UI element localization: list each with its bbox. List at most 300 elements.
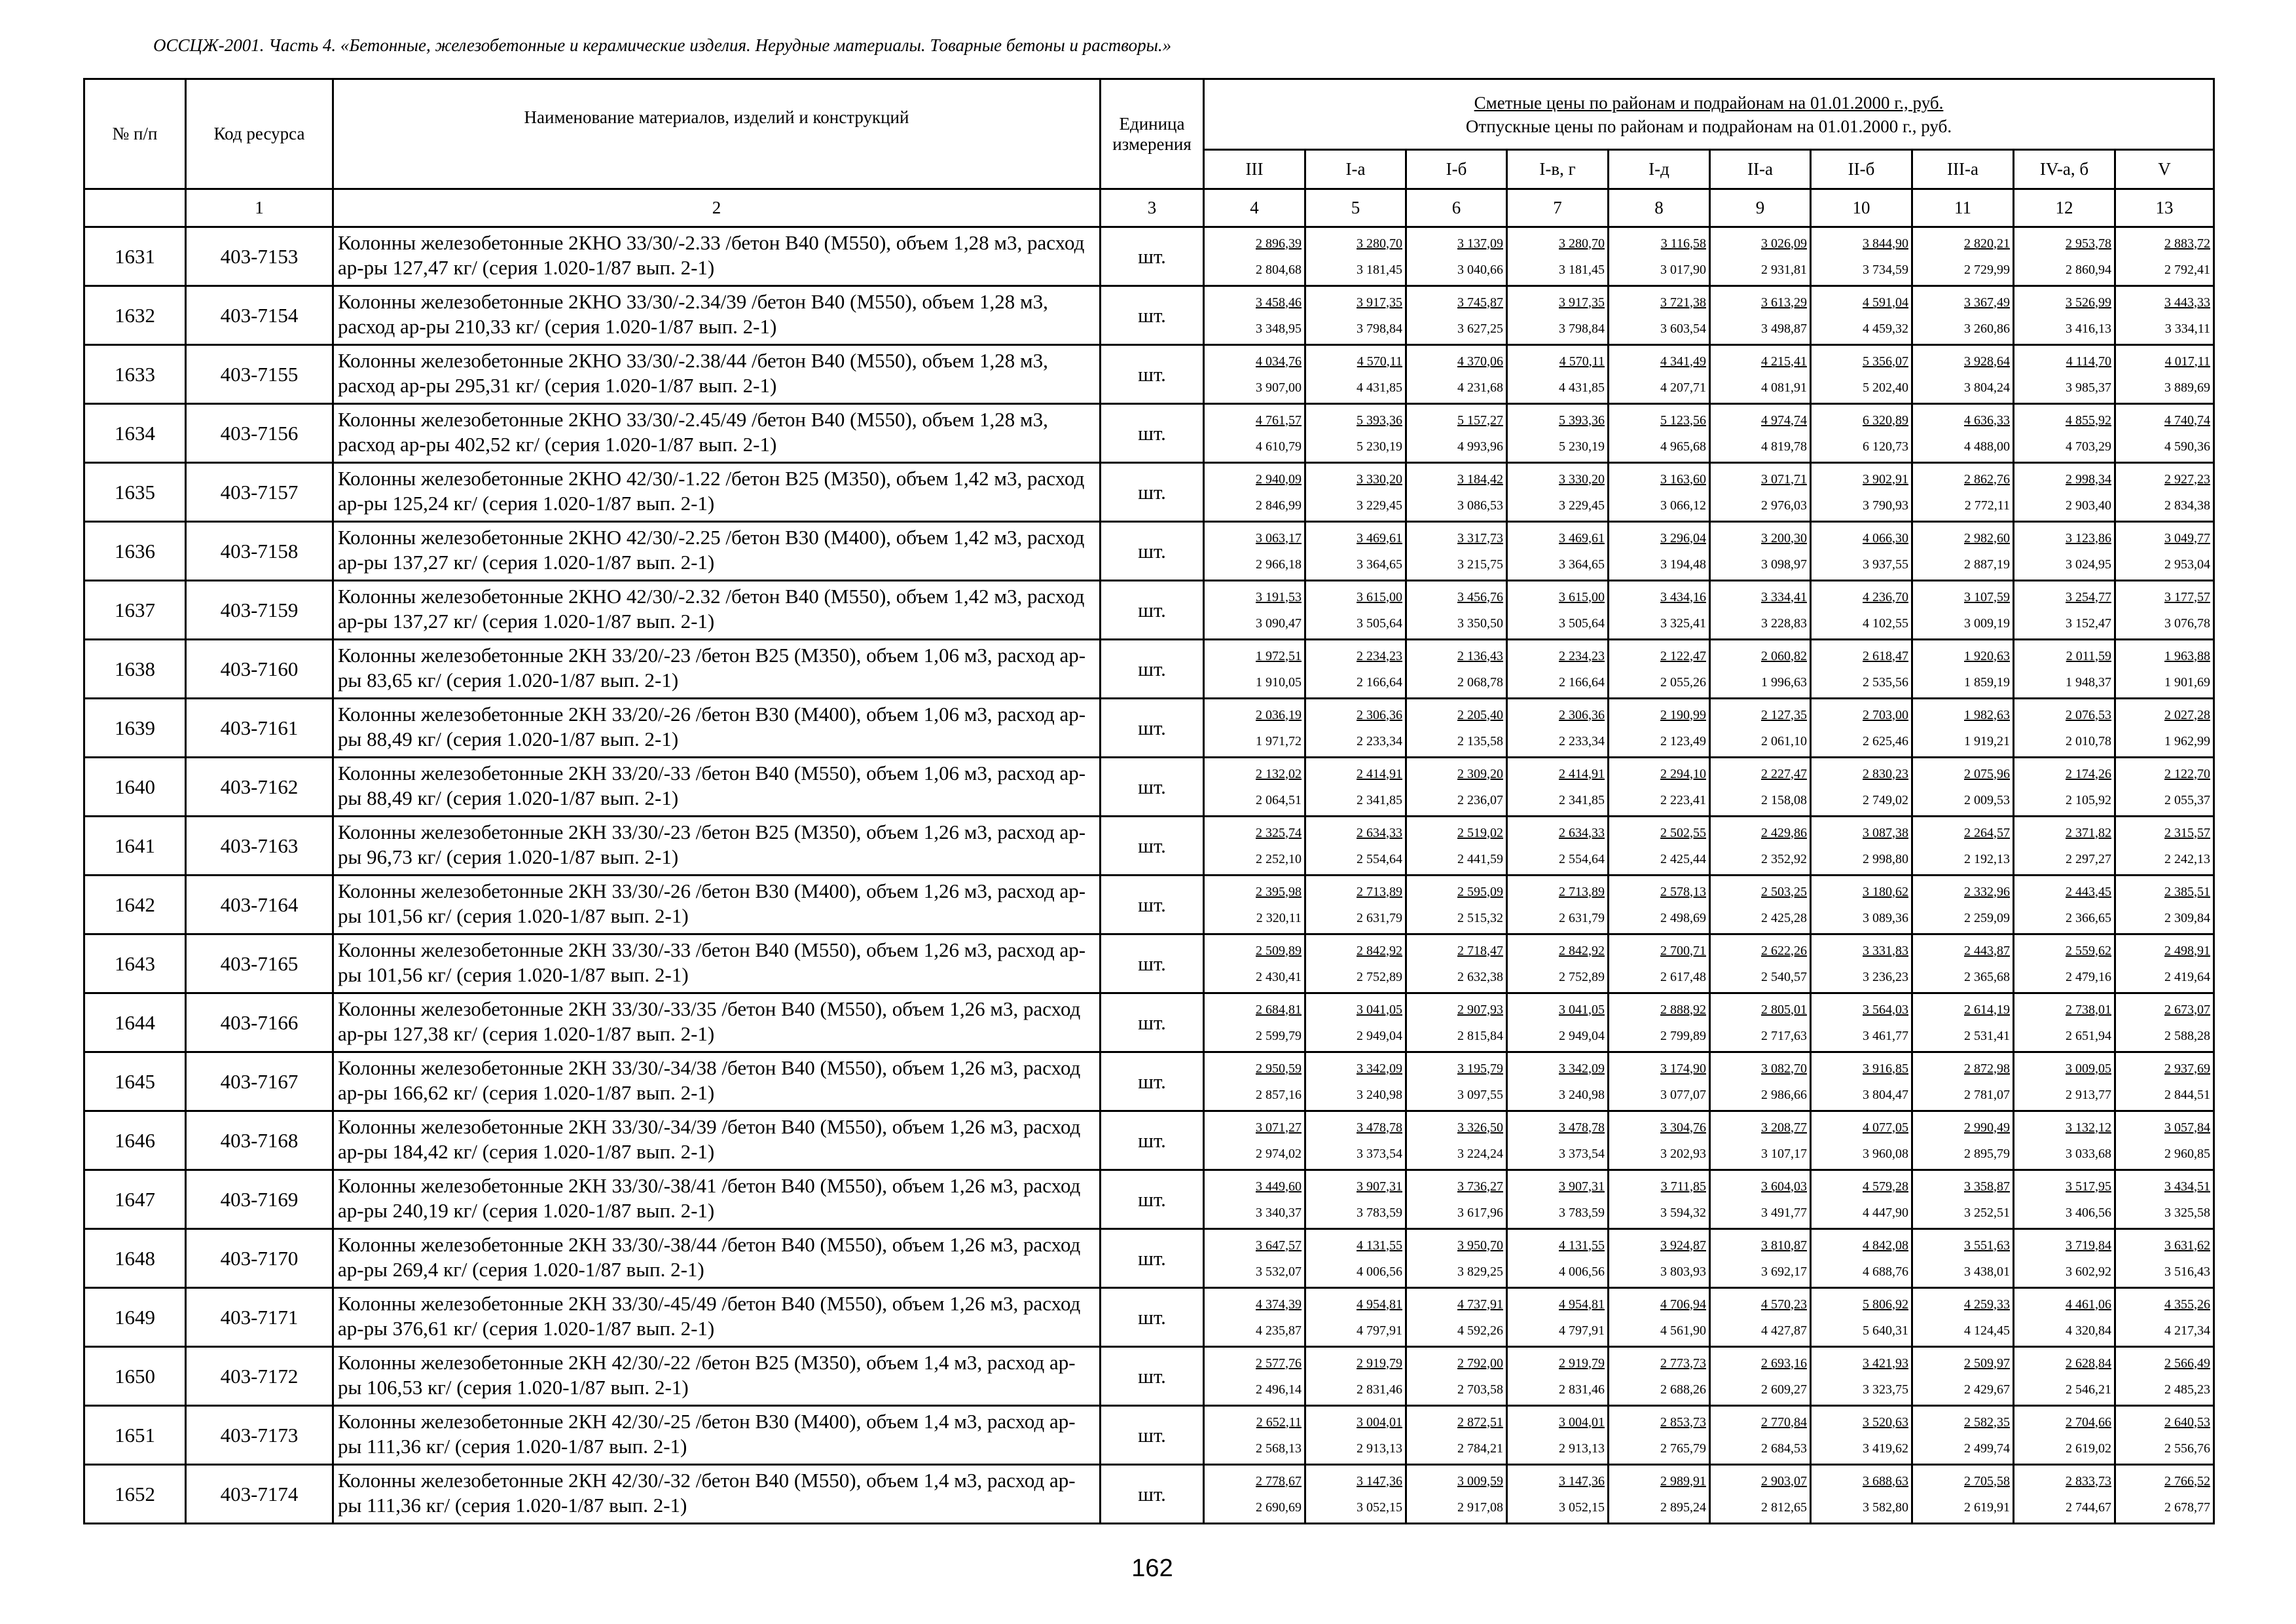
price-cell bbox=[2115, 817, 2214, 876]
estimate-price-value: 4 017,11 bbox=[2164, 354, 2210, 369]
estimate-price bbox=[2014, 938, 2114, 964]
estimate-price-value: 2 634,33 bbox=[1357, 825, 1402, 840]
release-price: 4 447,90 bbox=[1863, 1205, 1908, 1220]
release-price: 3 215,75 bbox=[1457, 557, 1503, 572]
release-price: 2 857,16 bbox=[1256, 1087, 1302, 1102]
item-name: Колонны железобетонные 2КН 33/30/-33/35 /бетон В40 (М550), объем 1,26 м3, расход ар-ры 127,38 кг/ (серия 1.020-1/87 вып. 2-1) bbox=[333, 993, 1101, 1052]
release-price: 3 066,12 bbox=[1660, 498, 1706, 513]
estimate-price bbox=[2116, 879, 2213, 905]
price-cell bbox=[1609, 876, 1710, 934]
unit: шт. bbox=[1101, 934, 1204, 993]
release-price: 2 631,79 bbox=[1357, 910, 1402, 925]
estimate-price-value: 2 315,57 bbox=[2164, 825, 2210, 840]
estimate-price-value: 3 071,27 bbox=[1256, 1120, 1302, 1135]
resource-code: 403-7157 bbox=[186, 463, 333, 522]
estimate-price-value: 2 385,51 bbox=[2164, 884, 2210, 899]
estimate-price-value: 4 570,11 bbox=[1357, 354, 1402, 369]
price-cell bbox=[1305, 345, 1406, 404]
estimate-price-value: 3 711,85 bbox=[1660, 1179, 1706, 1194]
release-price: 2 105,92 bbox=[2066, 792, 2111, 807]
estimate-price-value: 1 920,63 bbox=[1964, 648, 2010, 663]
estimate-price-value: 3 810,87 bbox=[1761, 1238, 1807, 1253]
estimate-price-value: 2 907,93 bbox=[1457, 1002, 1503, 1017]
price-cell bbox=[1204, 1170, 1305, 1229]
release-price: 2 479,16 bbox=[2066, 969, 2111, 984]
release-price: 2 974,02 bbox=[1256, 1146, 1302, 1161]
price-cell bbox=[2014, 758, 2115, 817]
estimate-price bbox=[1306, 1115, 1405, 1141]
estimate-price-value: 3 147,36 bbox=[1357, 1473, 1402, 1488]
estimate-price bbox=[1306, 525, 1405, 551]
district-header: I-в, г bbox=[1507, 150, 1609, 189]
estimate-price bbox=[1609, 1468, 1709, 1494]
resource-code: 403-7154 bbox=[186, 286, 333, 345]
unit: шт. bbox=[1101, 404, 1204, 463]
price-cell bbox=[1912, 817, 2014, 876]
estimate-price-value: 3 049,77 bbox=[2164, 530, 2210, 545]
release-price: 2 599,79 bbox=[1256, 1028, 1302, 1043]
estimate-price-value: 2 060,82 bbox=[1761, 648, 1807, 663]
release-price: 4 235,87 bbox=[1256, 1323, 1302, 1338]
price-cell bbox=[1912, 1288, 2014, 1347]
release-price: 3 017,90 bbox=[1660, 262, 1706, 277]
column-number: 9 bbox=[1710, 189, 1811, 227]
estimate-price bbox=[2116, 938, 2213, 964]
estimate-price-value: 3 615,00 bbox=[1357, 589, 1402, 604]
estimate-price bbox=[1711, 1350, 1810, 1376]
release-price: 3 194,48 bbox=[1660, 557, 1706, 572]
estimate-price-value: 3 517,95 bbox=[2066, 1179, 2111, 1194]
estimate-price-value: 3 071,71 bbox=[1761, 471, 1807, 487]
estimate-price-value: 4 034,76 bbox=[1256, 354, 1302, 369]
estimate-price bbox=[1711, 407, 1810, 434]
item-name: Колонны железобетонные 2КН 33/30/-38/44 /бетон В40 (М550), объем 1,26 м3, расход ар-ры 269,4 кг/ (серия 1.020-1/87 вып. 2-1) bbox=[333, 1229, 1101, 1288]
item-name: Колонны железобетонные 2КН 33/30/-34/39 /бетон В40 (М550), объем 1,26 м3, расход ар-ры 184,42 кг/ (серия 1.020-1/87 вып. 2-1) bbox=[333, 1111, 1101, 1170]
estimate-price-value: 2 940,09 bbox=[1256, 471, 1302, 487]
release-price: 6 120,73 bbox=[1863, 439, 1908, 454]
estimate-price bbox=[1609, 643, 1709, 669]
price-cell bbox=[1710, 1170, 1811, 1229]
release-price: 2 009,53 bbox=[1964, 792, 2010, 807]
release-price: 3 419,62 bbox=[1863, 1441, 1908, 1456]
release-price: 3 438,01 bbox=[1964, 1264, 2010, 1279]
estimate-price-value: 4 761,57 bbox=[1256, 413, 1302, 428]
estimate-price bbox=[1407, 231, 1506, 257]
estimate-price-value: 2 700,71 bbox=[1660, 943, 1706, 958]
estimate-price-value: 4 259,33 bbox=[1964, 1297, 2010, 1312]
estimate-price bbox=[1306, 1468, 1405, 1494]
estimate-price-value: 2 820,21 bbox=[1964, 236, 2010, 251]
estimate-price bbox=[1508, 348, 1607, 375]
estimate-price bbox=[1711, 525, 1810, 551]
release-price: 2 986,66 bbox=[1761, 1087, 1807, 1102]
estimate-price bbox=[2014, 1350, 2114, 1376]
price-cell bbox=[2014, 699, 2115, 758]
release-price: 3 734,59 bbox=[1863, 262, 1908, 277]
estimate-price-value: 3 057,84 bbox=[2164, 1120, 2210, 1135]
table-row bbox=[84, 699, 2214, 758]
estimate-price bbox=[1711, 1056, 1810, 1082]
release-price: 3 340,37 bbox=[1256, 1205, 1302, 1220]
estimate-price bbox=[1508, 997, 1607, 1023]
estimate-price bbox=[1508, 289, 1607, 316]
release-price: 3 202,93 bbox=[1660, 1146, 1706, 1161]
price-cell bbox=[1609, 581, 1710, 640]
release-price: 4 993,96 bbox=[1457, 439, 1503, 454]
price-cell bbox=[1204, 1229, 1305, 1288]
price-cell bbox=[1406, 934, 1507, 993]
estimate-price bbox=[1812, 938, 1911, 964]
price-cell bbox=[1609, 1170, 1710, 1229]
table-row bbox=[84, 1465, 2214, 1524]
estimate-price-value: 2 190,99 bbox=[1660, 707, 1706, 722]
table-row bbox=[84, 934, 2214, 993]
price-cell bbox=[1710, 758, 1811, 817]
release-price: 3 889,69 bbox=[2164, 380, 2210, 395]
resource-code: 403-7169 bbox=[186, 1170, 333, 1229]
estimate-price bbox=[1711, 1291, 1810, 1318]
price-cell bbox=[1710, 876, 1811, 934]
estimate-price bbox=[1508, 466, 1607, 492]
release-price: 2 429,67 bbox=[1964, 1382, 2010, 1397]
estimate-price bbox=[1407, 1409, 1506, 1435]
release-price: 4 006,56 bbox=[1357, 1264, 1402, 1279]
column-number: 4 bbox=[1204, 189, 1305, 227]
estimate-price bbox=[2014, 820, 2114, 846]
release-price: 2 895,79 bbox=[1964, 1146, 2010, 1161]
item-name: Колонны железобетонные 2КН 42/30/-32 /бетон В40 (М550), объем 1,4 м3, расход ар-ры 111,36 кг/ (серия 1.020-1/87 вып. 2-1) bbox=[333, 1465, 1101, 1524]
unit: шт. bbox=[1101, 817, 1204, 876]
column-number: 7 bbox=[1507, 189, 1609, 227]
estimate-price-value: 3 458,46 bbox=[1256, 295, 1302, 310]
estimate-price-value: 2 684,81 bbox=[1256, 1002, 1302, 1017]
estimate-price bbox=[1508, 643, 1607, 669]
price-cell bbox=[1811, 581, 1912, 640]
estimate-price-value: 3 082,70 bbox=[1761, 1061, 1807, 1076]
release-price: 2 135,58 bbox=[1457, 733, 1503, 748]
estimate-price bbox=[1508, 1115, 1607, 1141]
price-cell bbox=[1912, 345, 2014, 404]
page-number: 162 bbox=[1131, 1555, 1173, 1582]
estimate-price bbox=[2116, 1115, 2213, 1141]
price-cell bbox=[2115, 1288, 2214, 1347]
release-price: 3 603,54 bbox=[1660, 321, 1706, 336]
release-price: 3 798,84 bbox=[1559, 321, 1605, 336]
estimate-price bbox=[2116, 289, 2213, 316]
estimate-price bbox=[1711, 466, 1810, 492]
price-cell bbox=[1406, 1052, 1507, 1111]
price-cell bbox=[1912, 640, 2014, 699]
district-header: III bbox=[1204, 150, 1305, 189]
price-cell bbox=[1811, 758, 1912, 817]
estimate-price-value: 3 434,51 bbox=[2164, 1179, 2210, 1194]
release-price: 3 373,54 bbox=[1559, 1146, 1605, 1161]
price-cell bbox=[1305, 1111, 1406, 1170]
estimate-price-value: 2 778,67 bbox=[1256, 1473, 1302, 1488]
price-cell bbox=[1609, 758, 1710, 817]
estimate-price-value: 2 713,89 bbox=[1357, 884, 1402, 899]
price-cell bbox=[1507, 640, 1609, 699]
estimate-price-value: 3 950,70 bbox=[1457, 1238, 1503, 1253]
release-price: 2 568,13 bbox=[1256, 1441, 1302, 1456]
estimate-price bbox=[1205, 1350, 1304, 1376]
estimate-price bbox=[1306, 820, 1405, 846]
column-number: 1 bbox=[186, 189, 333, 227]
price-cell bbox=[1507, 581, 1609, 640]
estimate-price-value: 4 066,30 bbox=[1863, 530, 1908, 545]
price-cell bbox=[1710, 1465, 1811, 1524]
estimate-price-value: 2 718,47 bbox=[1457, 943, 1503, 958]
release-price: 3 594,32 bbox=[1660, 1205, 1706, 1220]
estimate-price bbox=[1609, 997, 1709, 1023]
row-number: 1634 bbox=[84, 404, 186, 463]
price-cell bbox=[2014, 522, 2115, 581]
estimate-price-value: 3 721,38 bbox=[1660, 295, 1706, 310]
estimate-price-value: 3 132,12 bbox=[2066, 1120, 2111, 1135]
row-number: 1646 bbox=[84, 1111, 186, 1170]
unit: шт. bbox=[1101, 876, 1204, 934]
price-cell bbox=[2014, 227, 2115, 286]
estimate-price-value: 3 443,33 bbox=[2164, 295, 2210, 310]
price-cell bbox=[1912, 1406, 2014, 1465]
estimate-price-value: 3 434,16 bbox=[1660, 589, 1706, 604]
estimate-price-value: 4 131,55 bbox=[1357, 1238, 1402, 1253]
estimate-price-value: 2 704,66 bbox=[2066, 1414, 2111, 1430]
estimate-price bbox=[2116, 407, 2213, 434]
price-cell bbox=[1609, 522, 1710, 581]
estimate-price bbox=[1711, 1409, 1810, 1435]
release-price: 3 325,41 bbox=[1660, 616, 1706, 631]
release-price: 3 152,47 bbox=[2066, 616, 2111, 631]
estimate-price-value: 2 027,28 bbox=[2164, 707, 2210, 722]
price-cell bbox=[1406, 758, 1507, 817]
release-price: 2 259,09 bbox=[1964, 910, 2010, 925]
price-cell bbox=[2014, 934, 2115, 993]
price-cell bbox=[1811, 1111, 1912, 1170]
estimate-price-value: 2 122,70 bbox=[2164, 766, 2210, 781]
estimate-price-value: 2 227,47 bbox=[1761, 766, 1807, 781]
release-price: 2 632,38 bbox=[1457, 969, 1503, 984]
estimate-price bbox=[1205, 997, 1304, 1023]
estimate-price-value: 3 928,64 bbox=[1964, 354, 2010, 369]
estimate-price-value: 4 131,55 bbox=[1559, 1238, 1605, 1253]
estimate-price bbox=[1812, 1232, 1911, 1259]
table-row bbox=[84, 1229, 2214, 1288]
estimate-price-value: 3 026,09 bbox=[1761, 236, 1807, 251]
estimate-price bbox=[1609, 1409, 1709, 1435]
estimate-price-value: 2 443,87 bbox=[1964, 943, 2010, 958]
row-number: 1650 bbox=[84, 1347, 186, 1406]
resource-code: 403-7170 bbox=[186, 1229, 333, 1288]
estimate-price-value: 2 872,51 bbox=[1457, 1414, 1503, 1430]
release-price: 2 684,53 bbox=[1761, 1441, 1807, 1456]
release-price: 3 829,25 bbox=[1457, 1264, 1503, 1279]
estimate-price bbox=[1913, 1115, 2013, 1141]
estimate-price-value: 3 123,86 bbox=[2066, 530, 2111, 545]
estimate-price-value: 2 264,57 bbox=[1964, 825, 2010, 840]
item-name: Колонны железобетонные 2КН 42/30/-25 /бетон В30 (М400), объем 1,4 м3, расход ар-ры 111,36 кг/ (серия 1.020-1/87 вып. 2-1) bbox=[333, 1406, 1101, 1465]
column-number: 3 bbox=[1101, 189, 1204, 227]
estimate-price bbox=[2014, 1291, 2114, 1318]
estimate-price-value: 5 123,56 bbox=[1660, 413, 1706, 428]
release-price: 3 416,13 bbox=[2066, 321, 2111, 336]
estimate-price bbox=[1913, 407, 2013, 434]
price-cell bbox=[1305, 640, 1406, 699]
estimate-price bbox=[1407, 348, 1506, 375]
release-price: 1 996,63 bbox=[1761, 674, 1807, 690]
release-price: 2 949,04 bbox=[1559, 1028, 1605, 1043]
price-cell bbox=[2014, 993, 2115, 1052]
price-cell bbox=[1811, 1170, 1912, 1229]
price-cell bbox=[1406, 1347, 1507, 1406]
estimate-price-value: 3 844,90 bbox=[1863, 236, 1908, 251]
estimate-price-value: 3 907,31 bbox=[1357, 1179, 1402, 1194]
estimate-price-value: 2 443,45 bbox=[2066, 884, 2111, 899]
release-price: 5 202,40 bbox=[1863, 380, 1908, 395]
row-number: 1636 bbox=[84, 522, 186, 581]
release-price: 3 240,98 bbox=[1357, 1087, 1402, 1102]
price-cell bbox=[2115, 581, 2214, 640]
price-cell bbox=[1912, 1111, 2014, 1170]
estimate-price bbox=[1306, 1173, 1405, 1200]
price-cell bbox=[1305, 817, 1406, 876]
price-cell bbox=[1609, 1406, 1710, 1465]
price-cell bbox=[1912, 758, 2014, 817]
release-price: 2 158,08 bbox=[1761, 792, 1807, 807]
estimate-price bbox=[1913, 997, 2013, 1023]
prices-release-caption: Отпускные цены по районам и подрайонам на 01.01.2000 г., руб. bbox=[1465, 116, 1952, 136]
unit: шт. bbox=[1101, 286, 1204, 345]
estimate-price-value: 2 502,55 bbox=[1660, 825, 1706, 840]
price-cell bbox=[2014, 1111, 2115, 1170]
price-cell bbox=[1811, 1347, 1912, 1406]
resource-code: 403-7166 bbox=[186, 993, 333, 1052]
release-price: 3 907,00 bbox=[1256, 380, 1302, 395]
estimate-price bbox=[1609, 466, 1709, 492]
estimate-price bbox=[2014, 879, 2114, 905]
price-cell bbox=[1507, 876, 1609, 934]
estimate-price-value: 2 294,10 bbox=[1660, 766, 1706, 781]
estimate-price-value: 1 972,51 bbox=[1256, 648, 1302, 663]
price-cell bbox=[2115, 1347, 2214, 1406]
estimate-price bbox=[2116, 231, 2213, 257]
price-cell bbox=[1912, 1465, 2014, 1524]
estimate-price-value: 3 331,83 bbox=[1863, 943, 1908, 958]
estimate-price bbox=[1711, 584, 1810, 610]
resource-code: 403-7163 bbox=[186, 817, 333, 876]
estimate-price bbox=[1205, 1115, 1304, 1141]
estimate-price bbox=[1711, 879, 1810, 905]
estimate-price-value: 5 356,07 bbox=[1863, 354, 1908, 369]
resource-code: 403-7171 bbox=[186, 1288, 333, 1347]
release-price: 3 804,24 bbox=[1964, 380, 2010, 395]
release-price: 3 076,78 bbox=[2164, 616, 2210, 631]
row-number: 1640 bbox=[84, 758, 186, 817]
price-cell bbox=[1609, 1111, 1710, 1170]
estimate-price bbox=[1407, 1232, 1506, 1259]
estimate-price bbox=[1711, 643, 1810, 669]
price-cell bbox=[1912, 286, 2014, 345]
price-cell bbox=[1406, 286, 1507, 345]
estimate-price-value: 3 009,59 bbox=[1457, 1473, 1503, 1488]
price-cell bbox=[2115, 1052, 2214, 1111]
estimate-price bbox=[1711, 1232, 1810, 1259]
estimate-price bbox=[2014, 525, 2114, 551]
release-price: 2 831,46 bbox=[1357, 1382, 1402, 1397]
price-cell bbox=[1507, 1052, 1609, 1111]
estimate-price bbox=[1609, 1350, 1709, 1376]
table-row bbox=[84, 581, 2214, 640]
estimate-price-value: 4 855,92 bbox=[2066, 413, 2111, 428]
estimate-price-value: 3 631,62 bbox=[2164, 1238, 2210, 1253]
resource-code: 403-7174 bbox=[186, 1465, 333, 1524]
release-price: 3 052,15 bbox=[1357, 1500, 1402, 1515]
price-cell bbox=[2115, 934, 2214, 993]
release-price: 1 859,19 bbox=[1964, 674, 2010, 690]
estimate-price bbox=[1407, 879, 1506, 905]
estimate-price bbox=[1407, 1173, 1506, 1200]
release-price: 4 965,68 bbox=[1660, 439, 1706, 454]
unit: шт. bbox=[1101, 699, 1204, 758]
estimate-price-value: 3 326,50 bbox=[1457, 1120, 1503, 1135]
release-price: 2 496,14 bbox=[1256, 1382, 1302, 1397]
col-header-prices bbox=[1204, 79, 2214, 150]
item-name: Колонны железобетонные 2КНО 33/30/-2.34/39 /бетон В40 (М550), объем 1,28 м3, расход ар-ры 210,33 кг/ (серия 1.020-1/87 вып. 2-1) bbox=[333, 286, 1101, 345]
unit: шт. bbox=[1101, 463, 1204, 522]
price-cell bbox=[1609, 1052, 1710, 1111]
release-price: 2 166,64 bbox=[1559, 674, 1605, 690]
price-cell bbox=[1507, 1347, 1609, 1406]
release-price: 3 323,75 bbox=[1863, 1382, 1908, 1397]
release-price: 3 582,80 bbox=[1863, 1500, 1908, 1515]
release-price: 3 783,59 bbox=[1559, 1205, 1605, 1220]
estimate-price bbox=[2116, 1173, 2213, 1200]
column-number: 8 bbox=[1609, 189, 1710, 227]
estimate-price-value: 3 916,85 bbox=[1863, 1061, 1908, 1076]
unit: шт. bbox=[1101, 1052, 1204, 1111]
estimate-price-value: 3 184,42 bbox=[1457, 471, 1503, 487]
estimate-price bbox=[1913, 289, 2013, 316]
price-cell bbox=[1609, 640, 1710, 699]
estimate-price bbox=[1609, 879, 1709, 905]
release-price: 3 491,77 bbox=[1761, 1205, 1807, 1220]
estimate-price-value: 3 456,76 bbox=[1457, 589, 1503, 604]
estimate-price-value: 2 614,19 bbox=[1964, 1002, 2010, 1017]
estimate-price-value: 2 234,23 bbox=[1357, 648, 1402, 663]
estimate-price-value: 6 320,89 bbox=[1863, 413, 1908, 428]
price-cell bbox=[1912, 522, 2014, 581]
price-cell bbox=[1710, 699, 1811, 758]
price-cell bbox=[1507, 1229, 1609, 1288]
item-name: Колонны железобетонные 2КН 33/30/-34/38 /бетон В40 (М550), объем 1,26 м3, расход ар-ры 166,62 кг/ (серия 1.020-1/87 вып. 2-1) bbox=[333, 1052, 1101, 1111]
price-cell bbox=[1204, 817, 1305, 876]
estimate-price bbox=[1913, 348, 2013, 375]
release-price: 3 364,65 bbox=[1357, 557, 1402, 572]
release-price: 2 010,78 bbox=[2066, 733, 2111, 748]
estimate-price-value: 4 737,91 bbox=[1457, 1297, 1503, 1312]
price-cell bbox=[1609, 1347, 1710, 1406]
unit: шт. bbox=[1101, 1406, 1204, 1465]
release-price: 3 804,47 bbox=[1863, 1087, 1908, 1102]
price-cell bbox=[1406, 1406, 1507, 1465]
estimate-price-value: 2 503,25 bbox=[1761, 884, 1807, 899]
estimate-price bbox=[1205, 1056, 1304, 1082]
estimate-price-value: 4 570,11 bbox=[1559, 354, 1605, 369]
price-cell bbox=[1710, 934, 1811, 993]
estimate-price bbox=[2116, 584, 2213, 610]
release-price: 4 703,29 bbox=[2066, 439, 2111, 454]
estimate-price bbox=[1306, 231, 1405, 257]
